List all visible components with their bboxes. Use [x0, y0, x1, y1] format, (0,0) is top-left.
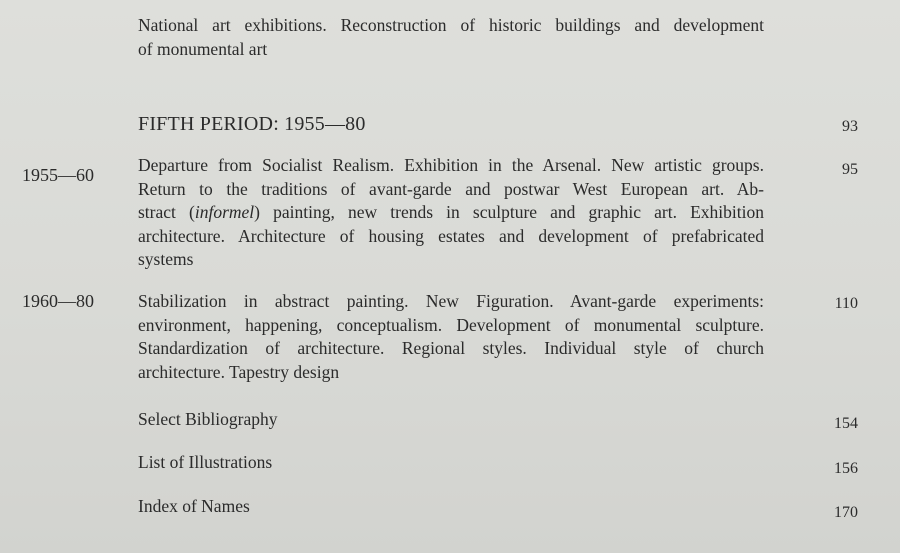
section-line: systems [138, 249, 194, 269]
intro-line-2: of monumental art [138, 38, 268, 59]
period-heading-page: 93 [842, 118, 858, 135]
intro-paragraph [138, 14, 764, 61]
section-page-1960-80: 110 [834, 295, 858, 312]
section-dates-1960-80: 1960—80 [22, 291, 94, 311]
section-line: architecture. Tapestry design [138, 361, 340, 382]
entry-page-index-of-names: 170 [834, 504, 858, 521]
entry-page-select-bibliography: 154 [834, 415, 858, 432]
section-line: environment, happening, conceptualism. Development of monumental sculpture. [138, 314, 764, 335]
section-line: architecture. Architecture of housing estates and development of prefabricated [138, 225, 764, 246]
section-page-1955-60: 95 [842, 161, 858, 178]
emphasis-term: informel [194, 202, 255, 222]
entry-select-bibliography: Select Bibliography [138, 409, 278, 429]
section-dates-1955-60: 1955—60 [22, 165, 94, 185]
section-line: Return to the traditions of avant-garde and postwar West European art. Ab- [138, 178, 764, 199]
period-heading: FIFTH PERIOD: 1955—80 [138, 113, 366, 135]
section-line: Stabilization in abstract painting. New Figuration. Avant-garde experiments: [138, 291, 764, 311]
section-text-1955-60 [138, 154, 764, 272]
intro-line-1: National art exhibitions. Reconstruction of historic buildings and development [138, 15, 764, 35]
entry-page-list-of-illustrations: 156 [834, 460, 858, 477]
section-line: Standardization of architecture. Regional styles. Individual style of church [138, 338, 764, 358]
section-text-1960-80 [138, 290, 764, 384]
section-line-with-emphasis [138, 201, 764, 225]
section-line-part: ) painting, new trends in sculpture and graphic art. Exhibition [254, 202, 764, 222]
section-line: Departure from Socialist Realism. Exhibition in the Arsenal. New artistic groups. [138, 155, 764, 175]
entry-index-of-names: Index of Names [138, 496, 250, 516]
section-line-part: stract ( [138, 202, 195, 222]
entry-list-of-illustrations: List of Illustrations [138, 452, 273, 472]
